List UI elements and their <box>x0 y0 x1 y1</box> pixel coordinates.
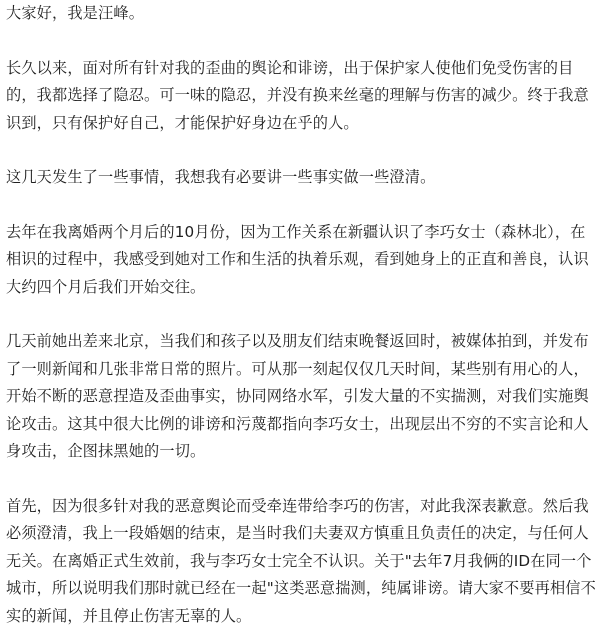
paragraph-apology-clarification: 首先，因为很多针对我的恶意舆论而受牵连带给李巧的伤害，对此我深表歉意。然后我必须澄清，我上一段婚姻的结束，是当时我们夫妻双方慎重且负责任的决定，与任何人无关。在离婚正式生效前，我与李巧女士完全不认识。关于"去年7月我俩的ID在同一个城市，所以说明我们那时就已经在一起"这类恶意揣测，纯属诽谤。请大家不要再相信不实的新闻，并且停止伤害无辜的人。 <box>6 493 598 630</box>
paragraph-clarification-intro: 这几天发生了一些事情，我想我有必要讲一些事实做一些澄清。 <box>6 164 598 192</box>
paragraph-greeting: 大家好，我是汪峰。 <box>6 0 598 28</box>
statement-document <box>6 0 598 630</box>
paragraph-silence: 长久以来，面对所有针对我的歪曲的舆论和诽谤，出于保护家人使他们免受伤害的目的，我都选择了隐忍。可一味的隐忍，并没有换来丝毫的理解与伤害的减少。终于我意识到，只有保护好自己，才能保护好身边在乎的人。 <box>6 55 598 138</box>
paragraph-media-attack: 几天前她出差来北京，当我们和孩子以及朋友们结束晚餐返回时，被媒体拍到，并发布了一则新闻和几张非常日常的照片。可从那一刻起仅仅几天时间，某些别有用心的人，开始不断的恶意捏造及歪曲事实，协同网络水军，引发大量的不实揣测，对我们实施舆论攻击。这其中很大比例的诽谤和污蔑都指向李巧女士，出现层出不穷的不实言论和人身攻击，企图抹黑她的一切。 <box>6 328 598 466</box>
paragraph-meeting: 去年在我离婚两个月后的10月份，因为工作关系在新疆认识了李巧女士（森林北），在相识的过程中，我感受到她对工作和生活的执着乐观，看到她身上的正直和善良，认识大约四个月后我们开始交往。 <box>6 219 598 302</box>
